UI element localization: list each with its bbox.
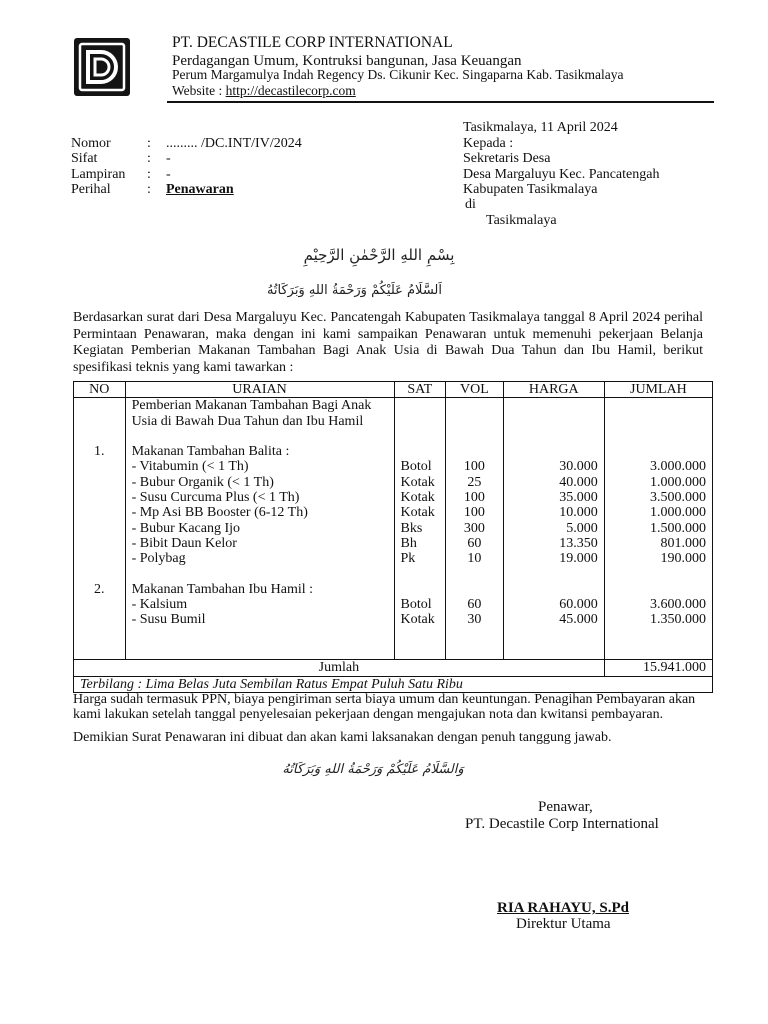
intro-line-2: Permintaan Penawaran, maka dengan ini kami sampaikan Penawaran untuk memenuhi pekerjaan Belanja: [73, 326, 703, 342]
closing-line-1: Harga sudah termasuk PPN, biaya pengiriman serta biaya umum dan keuntungan. Penagihan Pembayaran akan: [73, 692, 696, 707]
recipient-line-1: Sekretaris Desa: [463, 151, 551, 166]
bismillah-calligraphy: بِسْمِ اللهِ الرَّحْمٰنِ الرَّحِيْمِ: [303, 246, 455, 264]
table-total-row: [74, 660, 713, 676]
table-body-row: [74, 398, 713, 660]
item-name: - Susu Bumil: [131, 612, 206, 628]
recipient-city: Tasikmalaya: [486, 213, 557, 228]
nomor-value: ......... /DC.INT/IV/2024: [166, 136, 302, 151]
table-heading-line-1: Pemberian Makanan Tambahan Bagi Anak: [131, 398, 372, 414]
salam-open-calligraphy: اَلسَّلَامُ عَلَيْكُمْ وَرَحْمَةُ اللهِ وَبَرَكَاتُهُ: [266, 283, 442, 298]
item-vol: 100: [463, 505, 485, 521]
item-harga: 30.000: [559, 459, 598, 475]
sifat-label: Sifat: [71, 151, 98, 166]
item-sat: Kotak: [400, 505, 435, 521]
group-2-number: 2.: [94, 581, 105, 597]
sifat-colon: :: [147, 151, 151, 166]
item-vol: 10: [467, 551, 482, 567]
item-vol: 100: [463, 490, 485, 506]
item-name: - Vitabumin (< 1 Th): [131, 459, 249, 475]
item-vol: 100: [463, 459, 485, 475]
offer-table: [73, 381, 713, 693]
item-name: - Bubur Kacang Ijo: [131, 520, 241, 536]
intro-paragraph: [73, 310, 703, 376]
col-header-sat: SAT: [394, 382, 446, 398]
item-name: - Kalsium: [131, 597, 188, 613]
item-sat: Kotak: [400, 612, 435, 628]
signature-title: Direktur Utama: [516, 916, 611, 932]
item-sat: Botol: [400, 597, 432, 613]
item-harga: 60.000: [559, 597, 598, 613]
recipient-di: di: [465, 197, 476, 212]
item-sat: Kotak: [400, 490, 435, 506]
item-jumlah: 3.500.000: [650, 490, 706, 506]
item-name: - Susu Curcuma Plus (< 1 Th): [131, 490, 300, 506]
uraian-column: [125, 398, 394, 660]
table-header-row: [74, 382, 713, 398]
jumlah-column: [604, 398, 712, 660]
no-column: [74, 398, 126, 660]
col-header-jumlah: JUMLAH: [604, 382, 712, 398]
item-sat: Botol: [400, 459, 432, 475]
website-link[interactable]: http://decastilecorp.com: [225, 83, 356, 98]
company-address: Perum Margamulya Indah Regency Ds. Cikunir Kec. Singaparna Kab. Tasikmalaya: [172, 67, 624, 82]
intro-line-1: Berdasarkan surat dari Desa Margaluyu Kec. Pancatengah Kabupaten Tasikmalaya tanggal 8 April 2024 perihal: [73, 310, 703, 325]
nomor-colon: :: [147, 136, 151, 151]
company-name: PT. DECASTILE CORP INTERNATIONAL: [172, 34, 453, 51]
sifat-value: -: [166, 151, 171, 166]
lampiran-value: -: [166, 167, 171, 182]
lampiran-label: Lampiran: [71, 167, 126, 182]
col-header-no: NO: [74, 382, 126, 398]
item-name: - Polybag: [131, 551, 186, 567]
closing-line-2: kami lakukan setelah tanggal penyelesaian pekerjaan dengan mengajukan nota dan kwitansi pembayaran.: [73, 707, 664, 722]
table-heading-line-2: Usia di Bawah Dua Tahun dan Ibu Hamil: [131, 413, 364, 429]
company-logo-icon: [74, 38, 130, 96]
nomor-label: Nomor: [71, 136, 111, 151]
item-jumlah: 190.000: [660, 551, 706, 567]
item-harga: 45.000: [559, 612, 598, 628]
item-jumlah: 1.350.000: [650, 612, 706, 628]
group-2-title: Makanan Tambahan Ibu Hamil :: [131, 581, 314, 597]
item-vol: 60: [467, 535, 482, 551]
item-harga: 5.000: [566, 520, 598, 536]
item-harga: 19.000: [559, 551, 598, 567]
item-harga: 13.350: [559, 535, 598, 551]
sat-column: [394, 398, 446, 660]
company-business: Perdagangan Umum, Kontruksi bangunan, Jasa Keuangan: [172, 53, 522, 69]
letterhead-divider: [167, 101, 714, 103]
group-1-number: 1.: [94, 444, 105, 460]
item-harga: 40.000: [559, 474, 598, 490]
item-jumlah: 1.500.000: [650, 520, 706, 536]
recipient-line-3: Kabupaten Tasikmalaya: [463, 182, 598, 197]
group-1-title: Makanan Tambahan Balita :: [131, 444, 290, 460]
recipient-to: Kepada :: [463, 136, 514, 151]
item-sat: Kotak: [400, 474, 435, 490]
vol-column: [446, 398, 504, 660]
perihal-label: Perihal: [71, 182, 111, 197]
place-date: Tasikmalaya, 11 April 2024: [463, 120, 618, 135]
signature-name: RIA RAHAYU, S.Pd: [497, 900, 629, 916]
item-jumlah: 3.600.000: [650, 597, 706, 613]
item-jumlah: 1.000.000: [650, 474, 706, 490]
closing-line-3: Demikian Surat Penawaran ini dibuat dan akan kami laksanakan dengan penuh tanggung jawab.: [73, 730, 612, 745]
item-vol: 30: [467, 612, 482, 628]
item-name: - Mp Asi BB Booster (6-12 Th): [131, 505, 308, 521]
website-label: Website :: [172, 83, 226, 98]
intro-line-4: spesifikasi teknis yang kami tawarkan :: [73, 359, 294, 375]
lampiran-colon: :: [147, 167, 151, 182]
table-terbilang-row: [74, 676, 713, 692]
item-jumlah: 3.000.000: [650, 459, 706, 475]
item-harga: 10.000: [559, 505, 598, 521]
col-header-vol: VOL: [446, 382, 504, 398]
terbilang-text: Terbilang : Lima Belas Juta Sembilan Ratus Empat Puluh Satu Ribu: [74, 676, 713, 692]
item-sat: Pk: [400, 551, 416, 567]
total-value: 15.941.000: [604, 660, 712, 676]
item-vol: 60: [467, 597, 482, 613]
item-jumlah: 1.000.000: [650, 505, 706, 521]
item-harga: 35.000: [559, 490, 598, 506]
item-jumlah: 801.000: [660, 535, 706, 551]
item-sat: Bh: [400, 535, 417, 551]
col-header-harga: HARGA: [503, 382, 604, 398]
item-vol: 300: [463, 520, 485, 536]
signature-company: PT. Decastile Corp International: [465, 816, 659, 832]
item-sat: Bks: [400, 520, 423, 536]
item-name: - Bubur Organik (< 1 Th): [131, 474, 274, 490]
item-vol: 25: [467, 474, 482, 490]
intro-line-3: Kegiatan Pemberian Makanan Tambahan Bagi Anak Usia di Bawah Dua Tahun dan Ibu Hamil, berikut: [73, 343, 703, 358]
total-label: Jumlah: [74, 660, 605, 676]
perihal-colon: :: [147, 182, 151, 197]
item-name: - Bibit Daun Kelor: [131, 535, 237, 551]
perihal-value: Penawaran: [166, 182, 234, 197]
harga-column: [503, 398, 604, 660]
recipient-line-2: Desa Margaluyu Kec. Pancatengah: [463, 167, 660, 182]
salam-close-calligraphy: وَالسَّلَامُ عَلَيْكُمْ وَرَحْمَةُ اللهِ وَبَرَكَاتُهُ: [282, 762, 464, 777]
signature-role: Penawar,: [538, 799, 593, 815]
company-website: [172, 83, 356, 99]
col-header-uraian: URAIAN: [125, 382, 394, 398]
